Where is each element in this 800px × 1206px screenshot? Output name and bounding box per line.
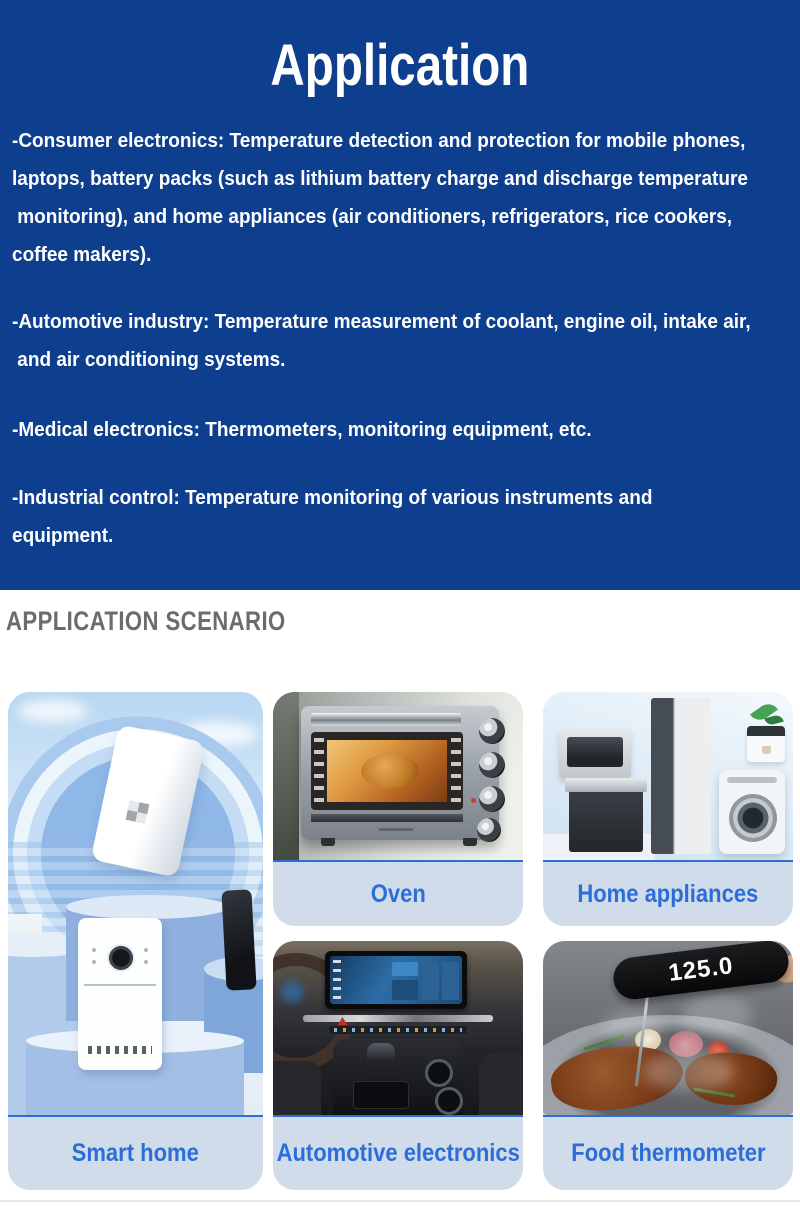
oven-handle-bar	[311, 713, 461, 726]
card-food-thermometer	[543, 941, 793, 1190]
coffee-maker	[747, 726, 785, 762]
oven-knob	[479, 786, 505, 812]
infotainment-screen	[325, 951, 467, 1009]
food-thermometer-photo	[543, 941, 793, 1115]
text-line: -Consumer electronics: Temperature detection and protection for mobile phones,	[12, 130, 746, 152]
scenario-grid	[0, 692, 800, 1206]
card-oven	[273, 692, 523, 926]
page-title	[0, 0, 800, 96]
shifter-base-panel	[353, 1081, 409, 1109]
paragraph-automotive	[12, 303, 800, 379]
coffee-maker-top	[747, 726, 785, 736]
thermometer-display	[611, 941, 791, 1002]
card-home-appliances	[543, 692, 793, 926]
purifier-knob	[107, 944, 135, 972]
text-line: -Automotive industry: Temperature measurement of coolant, engine oil, intake air,	[12, 311, 751, 333]
oven-photo	[273, 692, 523, 860]
text-line: laptops, battery packs (such as lithium battery charge and discharge temperature	[12, 168, 748, 190]
screen-tile	[392, 962, 418, 976]
screen-tile	[442, 962, 459, 1000]
oven-body	[301, 706, 499, 840]
oven-knob	[479, 718, 505, 744]
paragraph-industrial	[12, 479, 800, 555]
card-automotive-electronics	[273, 941, 523, 1190]
function-icons-left	[314, 738, 324, 802]
oven-knob	[477, 818, 501, 842]
paragraph-consumer-electronics	[12, 122, 800, 274]
dishwasher	[569, 788, 643, 852]
page-title-text: Application	[270, 33, 530, 98]
climate-buttons	[334, 1028, 462, 1032]
caption-home-appliances	[543, 860, 793, 926]
roast-food	[327, 740, 447, 802]
caption-label: Smart home	[71, 1139, 200, 1167]
qr-label	[126, 800, 150, 824]
instrument-glow	[281, 981, 303, 1003]
drip-tray-vents	[88, 1046, 152, 1054]
coffee-cup	[762, 746, 771, 754]
refrigerator	[651, 698, 711, 854]
pedestal-top	[66, 895, 228, 919]
steam	[643, 1051, 733, 1091]
scenario-heading-text: APPLICATION SCENARIO	[6, 606, 286, 636]
indicator-dot	[144, 948, 148, 952]
steam	[603, 1011, 663, 1045]
cup-holder	[425, 1059, 453, 1087]
text-line: monitoring), and home appliances (air conditioners, refrigerators, rice cookers,	[12, 206, 733, 228]
text-line: -Medical electronics: Thermometers, monitoring equipment, etc.	[12, 419, 592, 441]
panel-divider	[84, 984, 156, 986]
caption-automotive-electronics	[273, 1115, 523, 1190]
door-panel-left	[273, 1061, 321, 1115]
microwave-window	[567, 737, 623, 767]
water-purifier-front	[78, 918, 162, 1070]
application-hero	[0, 0, 800, 590]
cup-holder	[435, 1087, 463, 1115]
application-text-block	[0, 122, 800, 555]
screen-tile	[422, 962, 439, 1000]
oven-knob	[479, 752, 505, 778]
indicator-dot	[92, 948, 96, 952]
text-line: and air conditioning systems.	[12, 349, 286, 371]
text-line: equipment.	[12, 525, 114, 547]
screen-tile	[392, 980, 418, 1000]
roast-chicken	[361, 754, 419, 788]
function-icons-right	[451, 738, 461, 802]
home-appliances-photo	[543, 692, 793, 860]
smart-home-photo	[8, 692, 263, 1115]
text-line: coffee makers).	[12, 244, 152, 266]
climate-control-row	[328, 1025, 468, 1035]
door-panel-right	[479, 1053, 523, 1115]
oven-lower-tray	[311, 814, 463, 822]
smartphone	[221, 889, 256, 990]
scenario-heading	[6, 604, 800, 638]
caption-smart-home	[8, 1115, 263, 1190]
microwave-oven	[559, 728, 631, 778]
washing-machine	[719, 770, 785, 854]
washer-door	[729, 794, 777, 842]
paragraph-medical	[12, 411, 800, 449]
steam	[683, 995, 753, 1035]
section-divider	[0, 1200, 800, 1202]
indicator-dot	[144, 960, 148, 964]
oven-window	[311, 732, 463, 810]
indicator-dot	[92, 960, 96, 964]
brand-mark	[379, 828, 413, 831]
dishwasher-open-drawer	[565, 778, 647, 792]
screen-sidebar-icons	[333, 960, 341, 1000]
temperature-readout: 125.0	[667, 952, 735, 987]
screen-ui	[330, 956, 462, 1004]
power-light	[471, 798, 476, 803]
card-smart-home	[8, 692, 263, 1190]
caption-label: Automotive electronics	[276, 1139, 520, 1167]
caption-food-thermometer	[543, 1115, 793, 1190]
car-dashboard-photo	[273, 941, 523, 1115]
background-shadow	[273, 692, 299, 860]
caption-label: Food thermometer	[570, 1139, 766, 1167]
text-line: -Industrial control: Temperature monitoring of various instruments and	[12, 487, 653, 509]
caption-oven	[273, 860, 523, 926]
oven-leg	[463, 838, 477, 846]
application-scenario-section	[0, 604, 800, 1206]
washer-control-strip	[727, 777, 777, 783]
caption-label: Home appliances	[577, 879, 759, 908]
caption-label: Oven	[370, 879, 426, 908]
oven-leg	[321, 838, 335, 846]
dashboard-vent-strip	[303, 1015, 493, 1022]
